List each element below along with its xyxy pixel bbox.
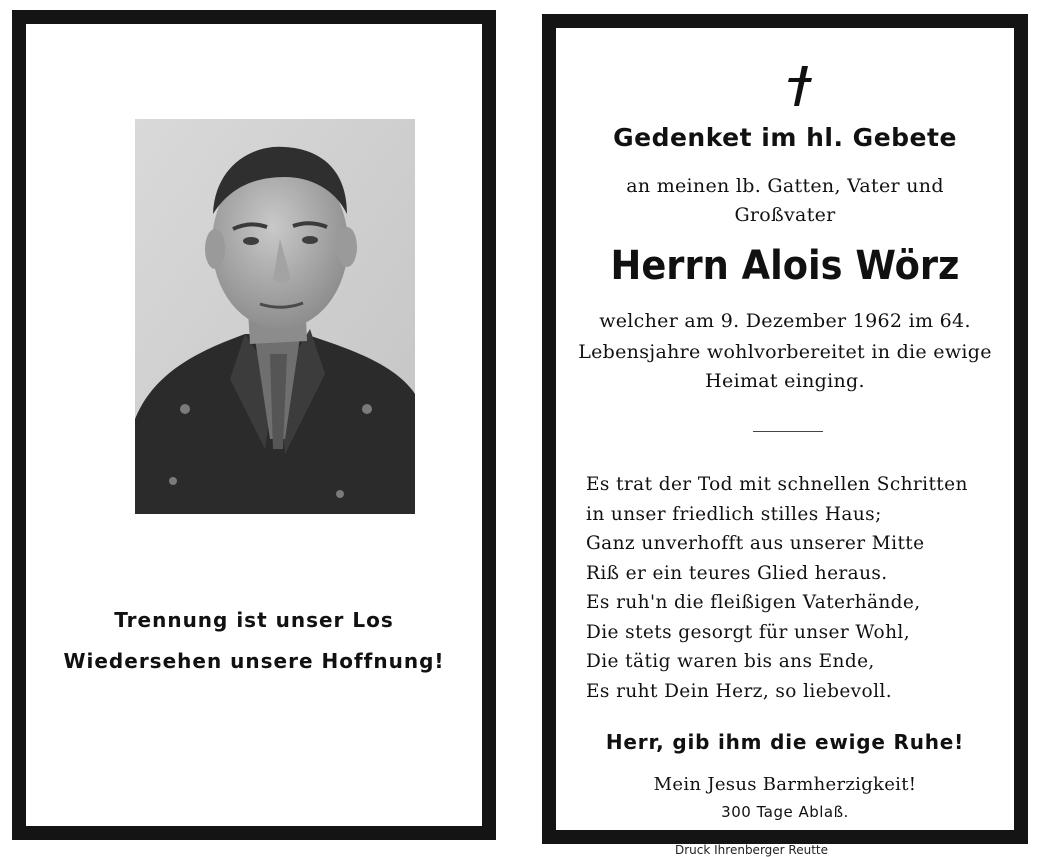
divider [753, 431, 823, 432]
deceased-name: Herrn Alois Wörz [610, 243, 960, 289]
cross-icon [786, 64, 814, 108]
motto-line-2: Wiedersehen unsere Hoffnung! [63, 649, 445, 673]
poem-line: Die stets gesorgt für unser Wohl, [586, 621, 910, 643]
poem-line: Es trat der Tod mit schnellen Schritten [586, 474, 968, 495]
poem-line: Es ruht Dein Herz, so liebevoll. [586, 680, 892, 702]
portrait-illustration [135, 119, 415, 514]
poem-line: Ganz unverhofft aus unserer Mitte [586, 533, 925, 554]
indulgence-note: 300 Tage Ablaß. [721, 803, 849, 821]
poem-line: in unser friedlich stilles Haus; [586, 503, 882, 525]
poem [586, 470, 996, 706]
dedication-line: Großvater [734, 204, 836, 226]
death-notice-line: Heimat einging. [705, 370, 865, 392]
motto-line-1: Trennung ist unser Los [114, 608, 394, 632]
mercy-invocation: Mein Jesus Barmherzigkeit! [653, 774, 917, 795]
closing-prayer: Herr, gib ihm die ewige Ruhe! [605, 730, 965, 754]
memorial-card-front [12, 10, 496, 840]
poem-line: Riß er ein teures Glied heraus. [586, 562, 888, 584]
death-notice-line: Lebensjahre wohlvorbereitet in die ewige [578, 341, 992, 363]
memorial-card-text [542, 14, 1028, 844]
poem-line: Die tätig waren bis ans Ende, [586, 651, 875, 672]
poem-line: Es ruh'n die fleißigen Vaterhände, [586, 592, 921, 613]
portrait-photo [135, 119, 415, 514]
printer-credit: Druck Ihrenberger Reutte [675, 843, 828, 857]
heading: Gedenket im hl. Gebete [613, 123, 957, 152]
dedication-line: an meinen lb. Gatten, Vater und [626, 175, 944, 197]
death-notice-line: welcher am 9. Dezember 1962 im 64. [599, 310, 971, 332]
